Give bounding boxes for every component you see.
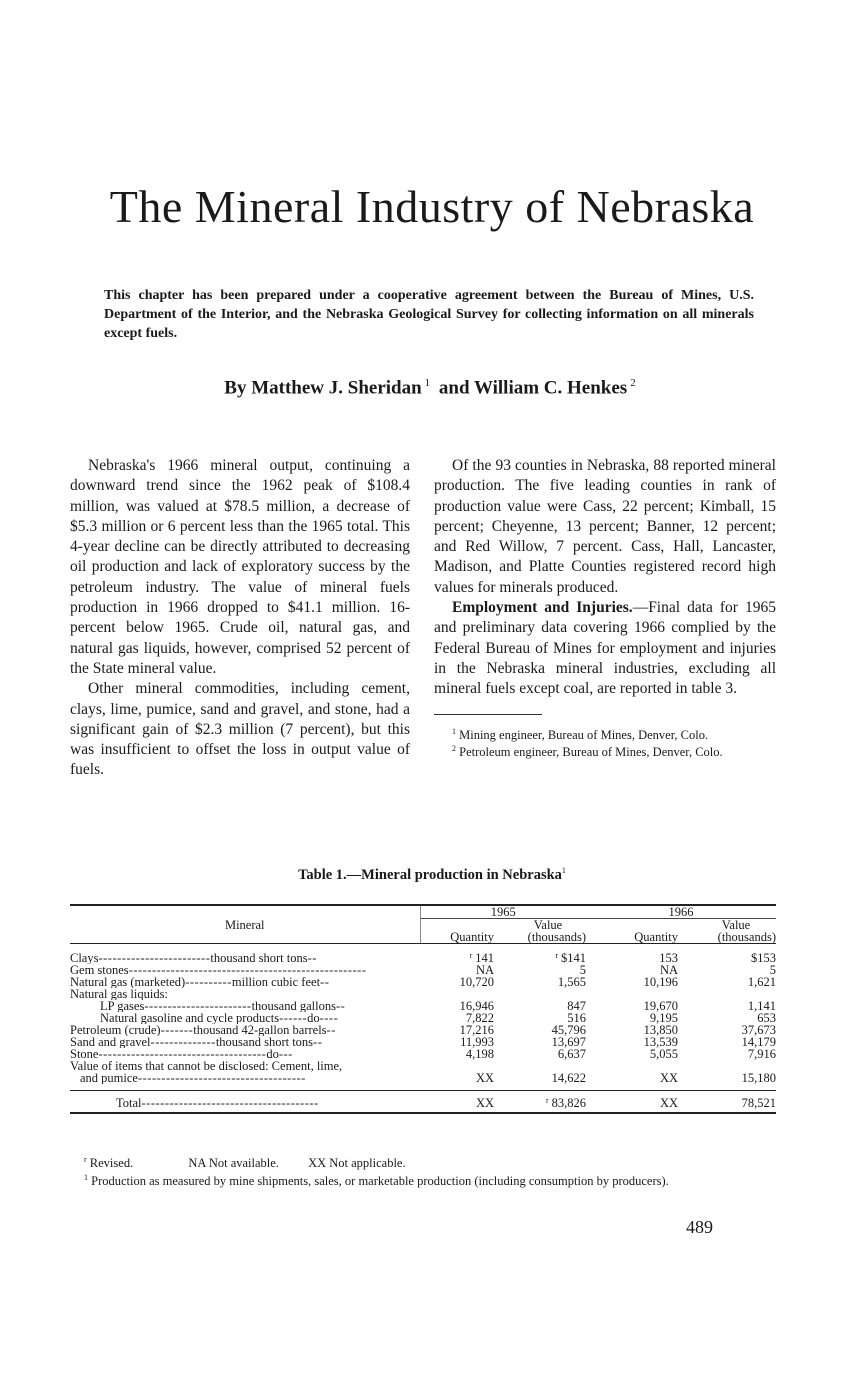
row-label: Natural gas liquids: xyxy=(70,988,168,1000)
cell-v66: $153 xyxy=(751,951,776,965)
cell-v66: 1,621 xyxy=(747,975,776,989)
cell-v65: 516 xyxy=(567,1011,586,1025)
cell-v65: 847 xyxy=(567,999,586,1013)
row-label: Clays------------------------thousand short tons-- xyxy=(70,951,317,964)
footnote-1-text: Mining engineer, Bureau of Mines, Denver, Colo. xyxy=(459,727,709,742)
cell-q66: 5,055 xyxy=(649,1047,678,1061)
cell-v65: 6,637 xyxy=(557,1047,586,1061)
right-paragraph-2 xyxy=(434,598,776,699)
row-label: Sand and gravel--------------thousand short tons-- xyxy=(70,1036,323,1048)
cell-v65: 1,565 xyxy=(557,975,586,989)
table-row xyxy=(70,950,776,964)
cell-v65: 13,697 xyxy=(551,1035,586,1049)
cell-q65: $^r$ 141 xyxy=(469,951,494,965)
cell-v65: 5 xyxy=(579,963,586,977)
employment-heading: Employment and Injuries. xyxy=(452,599,633,617)
cell-q65: 16,946 xyxy=(459,999,494,1013)
cell-q66: 9,195 xyxy=(649,1011,678,1025)
total-v66: 78,521 xyxy=(678,1091,776,1114)
cell-q66: NA xyxy=(659,963,678,977)
table-title-mark: 1 xyxy=(561,866,566,875)
table-total-row xyxy=(70,1091,776,1114)
table-row xyxy=(70,1048,776,1060)
byline xyxy=(0,377,864,399)
cell-q65: NA xyxy=(475,963,494,977)
right-paragraph-1: Of the 93 counties in Nebraska, 88 reported mineral production. The five leading counties in rank of production value were Cass, 22 percent; Kimball, 15 percent; Cheyenne, 13 percent; Banner, 12 percent; and Red Willow, 7 percent. Cass, Hall, Lancaster, Madison, and Platte Counties registered record high values for minerals produced. xyxy=(434,457,776,596)
left-column xyxy=(70,456,410,781)
cell-v66: 37,673 xyxy=(741,1023,776,1037)
cell-v66: 1,141 xyxy=(747,999,776,1013)
legend-na: NA Not available. xyxy=(188,1156,279,1171)
header-year-1965: 1965 xyxy=(420,906,586,919)
cell-v66: 7,916 xyxy=(747,1047,776,1061)
page-number: 489 xyxy=(686,1217,713,1237)
cell-q66: 13,539 xyxy=(643,1035,678,1049)
table-legend xyxy=(70,1153,778,1171)
table-note-1: $^1$ Production as measured by mine shipments, sales, or marketable production (including consumption by producers). xyxy=(84,1172,669,1188)
page-title: The Mineral Industry of Nebraska xyxy=(109,181,755,232)
header-quantity-1965: Quantity xyxy=(420,919,494,944)
header-value-1966: Value (thousands) xyxy=(678,919,776,944)
cell-v66: 15,180 xyxy=(741,1071,776,1085)
cell-v65: 14,622 xyxy=(551,1071,586,1085)
table-row xyxy=(70,976,776,988)
cell-v66: 5 xyxy=(769,963,776,977)
footnote-2-mark: 2 xyxy=(452,743,456,753)
header-quantity-1966: Quantity xyxy=(586,919,678,944)
total-q66: XX xyxy=(586,1091,678,1114)
cell-q66: 10,196 xyxy=(643,975,678,989)
row-label: Natural gas (marketed)----------million cubic feet-- xyxy=(70,976,330,988)
row-label: Stone------------------------------------do--- xyxy=(70,1048,293,1060)
table-title xyxy=(0,866,864,884)
author-1: By Matthew J. Sheridan xyxy=(224,377,422,399)
footnote-1-mark: 1 xyxy=(452,726,456,736)
table-notes xyxy=(70,1153,778,1188)
total-label: Total-------------------------------------- xyxy=(70,1091,420,1114)
cell-v66: 14,179 xyxy=(741,1035,776,1049)
mineral-production-table xyxy=(70,904,776,1114)
author-2-mark: 2 xyxy=(630,377,636,389)
right-column xyxy=(434,456,776,759)
row-label: Value of items that cannot be disclosed: Cement, lime, and pumice------------------------------------ xyxy=(70,1060,343,1084)
footnote-2-text: Petroleum engineer, Bureau of Mines, Denver, Colo. xyxy=(459,744,723,759)
table-row xyxy=(70,1060,776,1084)
cell-v65: 45,796 xyxy=(551,1023,586,1037)
cell-v66: 653 xyxy=(757,1011,776,1025)
author-1-mark: 1 xyxy=(424,377,431,389)
total-v65: $^r$ 83,826 xyxy=(494,1091,586,1114)
chapter-intro: This chapter has been prepared under a cooperative agreement between the Bureau of Mines, U.S. Department of the Interior, and the Nebraska Geological Survey for collecting information on all minerals except fuels. xyxy=(104,288,754,341)
header-year-1966: 1966 xyxy=(586,906,776,919)
header-value-1965: Value (thousands) xyxy=(494,919,586,944)
row-label: Natural gasoline and cycle products------do---- xyxy=(100,1012,339,1024)
cell-q66: XX xyxy=(659,1071,678,1085)
employment-body: —Final data for 1965 and preliminary data covering 1966 complied by the Federal Bureau of Mines for employment and injuries in the Nebraska mineral industries, excluding all mineral fuels except coal, are reported in table 3. xyxy=(434,599,776,698)
cell-v65: $^r$ $141 xyxy=(555,951,586,965)
cell-q65: 4,198 xyxy=(465,1047,494,1061)
legend-xx: XX Not applicable. xyxy=(308,1156,406,1171)
cell-q65: 10,720 xyxy=(459,975,494,989)
total-q65: XX xyxy=(420,1091,494,1114)
header-mineral: Mineral xyxy=(70,906,420,944)
footnote-divider xyxy=(434,714,542,715)
legend-revised: $^r$ Revised. xyxy=(84,1155,134,1171)
row-label: Petroleum (crude)-------thousand 42-gallon barrels-- xyxy=(70,1024,336,1036)
cell-q65: 7,822 xyxy=(465,1011,494,1025)
cell-q65: 11,993 xyxy=(460,1035,494,1049)
left-paragraph-1: Nebraska's 1966 mineral output, continuing a downward trend since the 1962 peak of $108.4 million, was valued at $78.5 million, a decrease of $5.3 million or 6 percent less than the 1965 total. This 4-year decline can be directly attributed to decreasing oil production and lack of exploratory success by the petroleum industry. The value of mineral fuels production in 1966 dropped to $41.1 million. 16-percent below 1965. Crude oil, natural gas, and natural gas liquids, however, comprised 52 percent of the State mineral value. xyxy=(70,457,410,677)
cell-q66: 19,670 xyxy=(643,999,678,1013)
row-label: Gem stones--------------------------------------------------- xyxy=(70,964,367,976)
cell-q66: 153 xyxy=(659,951,678,965)
left-paragraph-2: Other mineral commodities, including cement, clays, lime, pumice, sand and gravel, and stone, had a significant gain of $2.3 million (7 percent), but this was insufficient to offset the loss in output value of fuels. xyxy=(70,680,410,779)
cell-q65: 17,216 xyxy=(459,1023,494,1037)
cell-q65: XX xyxy=(475,1071,494,1085)
row-label: LP gases-----------------------thousand gallons-- xyxy=(100,1000,346,1012)
author-2: and William C. Henkes xyxy=(438,377,628,399)
table-title-text: Table 1.—Mineral production in Nebraska xyxy=(298,866,562,883)
footnote-2 xyxy=(434,742,776,759)
footnote-1 xyxy=(434,725,776,742)
cell-q66: 13,850 xyxy=(643,1023,678,1037)
